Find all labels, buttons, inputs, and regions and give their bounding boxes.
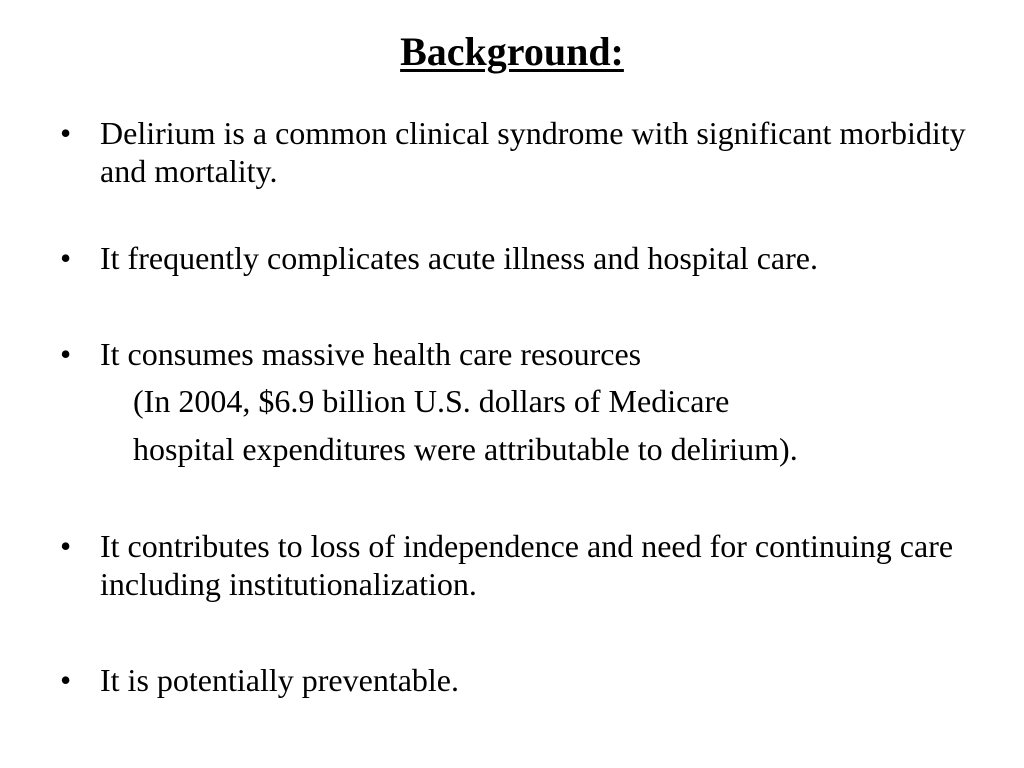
bullet-text: It contributes to loss of independence and need for continuing care including institutionalization.: [100, 528, 954, 602]
bullet-text: It is potentially preventable.: [100, 662, 459, 698]
bullet-text: It frequently complicates acute illness and hospital care.: [100, 240, 818, 276]
bullet-subline-expenditures: hospital expenditures were attributable to delirium).: [133, 431, 798, 467]
bullet-symbol: •: [60, 662, 72, 698]
bullet-symbol: •: [60, 240, 72, 276]
bullet-symbol: •: [60, 115, 72, 151]
bullet-text: Delirium is a common clinical syndrome with significant morbidity and mortality.: [100, 115, 966, 189]
bullet-text: It consumes massive health care resources: [100, 336, 642, 372]
bullet-subline-medicare-cost: (In 2004, $6.9 billion U.S. dollars of Medicare: [133, 383, 730, 419]
slide-title: [0, 28, 1024, 76]
slide-title-text: Background:: [400, 29, 624, 74]
bullet-symbol: •: [60, 528, 72, 564]
bullet-symbol: •: [60, 336, 72, 372]
